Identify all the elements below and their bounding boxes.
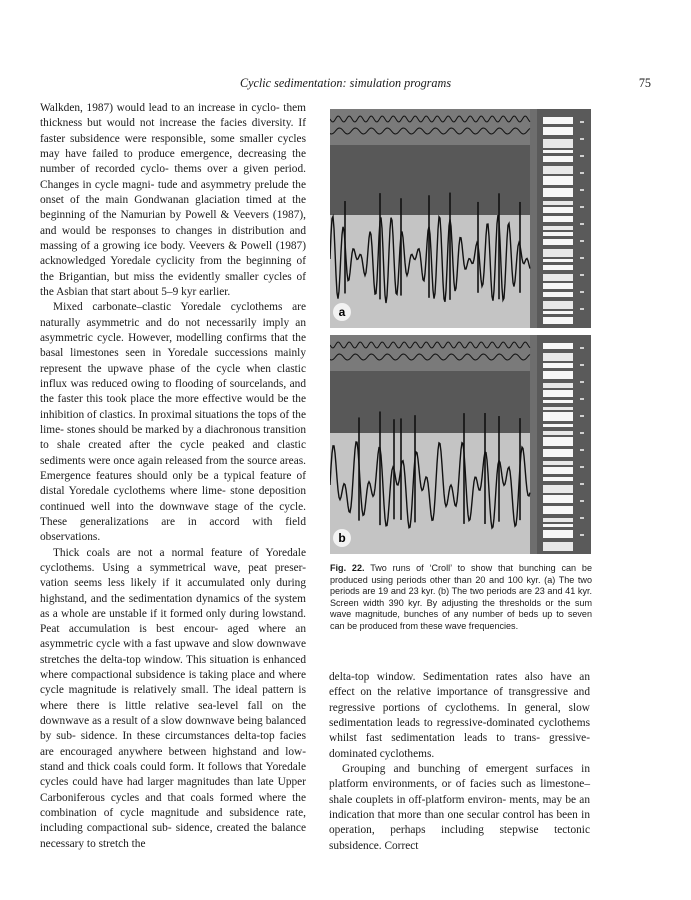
scale-tick	[580, 517, 584, 519]
column-bed	[543, 431, 573, 435]
paragraph-3: Thick coals are not a normal feature of Yoredale cyclothems. Using a symmetrical wave, peat preser- vation seems less likely if it accumulated only during highstand, and the sedimentation dynamics of the system as a whole are unstable if it formed only during lowstand. Peat accumulation is best encour- aged where an asymmetric cycle with a fast upwave and slow downwave stretches the delta-top window. This situation is enhanced where compactional subsidence is taking place and where cycle magnitude is relatively small. The ideal pattern is where there is little relative sea-level fall on the downwave as a result of a slow downwave being balanced by sub- sidence. In these circumstances delta-top facies are encouraged anywhere between highstand and low- stand and thick coals could form. It follows that Yoredale cycles could have had larger magnitudes than late Upper Carboniferous cycles and that coals formed where the combination of cycle magnitude and subsidence rate, including compactional sub- sidence, created the balance necessary to stretch the	[40, 546, 306, 850]
scale-tick	[580, 398, 584, 400]
page-number: 75	[638, 76, 651, 90]
column-bed	[543, 530, 573, 538]
column-bed	[543, 301, 573, 309]
figure-22	[330, 109, 591, 554]
column-bed	[543, 424, 573, 427]
column-bed	[543, 390, 573, 397]
panel-label: b	[338, 531, 346, 545]
scale-tick	[580, 500, 584, 502]
panel-label: a	[338, 305, 346, 319]
column-bed	[543, 166, 573, 174]
scale-tick	[580, 291, 584, 293]
upper-zone	[330, 145, 530, 215]
paragraph-4: delta-top window. Sedimentation rates also have an effect on the relative importance of transgressive and regressive portions of cyclothems. In general, slow sedimentation leads to regressive-dominated cyclothems whilst fast sedimentation leads to trans- gressive-dominated cyclothems.	[329, 671, 590, 760]
scale-tick	[580, 347, 584, 349]
column-bed	[543, 139, 573, 148]
scale-tick	[580, 534, 584, 536]
simulation-plot-a	[330, 109, 591, 328]
caption-label: Fig. 22.	[330, 563, 365, 573]
scale-tick	[580, 206, 584, 208]
figure-caption	[330, 563, 592, 633]
column-bed	[543, 383, 573, 388]
column-bed	[543, 412, 573, 421]
column-bed	[543, 274, 573, 281]
caption-text: Two runs of ‘Croll’ to show that bunching can be produced using periods other than 20 and 100 kyr. (a) The two periods are 19 and 23 kyr. (b) The two periods are 23 and 41 kyr. Screen width 390 kyr. By adjusting the thresholds or the sum wave magnitude, bunches of any number of beds up to seven can be produced from these wave frequencies.	[330, 563, 592, 631]
scale-tick	[580, 223, 584, 225]
column-bed	[543, 201, 573, 205]
column-bed	[543, 461, 573, 465]
right-column	[329, 670, 590, 854]
running-title: Cyclic sedimentation: simulation programs	[239, 76, 452, 90]
column-bed	[543, 207, 573, 213]
paragraph-1: Walkden, 1987) would lead to an increase in cyclo- them thickness but would not increase the facies diversity. If faster subsidence were responsible, some smaller cycles may have failed to produce emergence, decreasing the number of recorded cyclo- thems over a given period. Changes in cycle magni- tude and asymmetry prelude the onset of the main Gondwanan glaciation timed at the beginning of the Namurian by Powell & Veevers (1987), and would be responses to changes in distribution and massing of a growing ice body. Veevers & Powell (1987) acknowledged Yoredale cyclicity from the beginning of the Brigantian, but miss the evidently smaller cycles of the Asbian that start about 5–9 kyr earlier.	[40, 102, 306, 298]
column-bed	[543, 188, 573, 197]
scale-tick	[580, 466, 584, 468]
column-bed	[543, 467, 573, 474]
column-bed	[543, 524, 573, 527]
top-band	[330, 109, 530, 145]
column-bed	[543, 127, 573, 135]
scale-tick	[580, 308, 584, 310]
column-bed	[543, 239, 573, 245]
scale-tick	[580, 381, 584, 383]
left-column	[40, 101, 306, 852]
column-bed	[543, 371, 573, 379]
column-bed	[543, 117, 573, 124]
scale-tick	[580, 240, 584, 242]
scale-tick	[580, 155, 584, 157]
paragraph-2: Mixed carbonate–clastic Yoredale cyclothems are naturally asymmetric and do not necessarily imply an asymmetric cycle. However, modelling confirms that the basal limestones seen in Yoredale successions mainly represent the upwave phase of the cycle when clastic influx was reduced owing to flooding of sourcelands, and the faster this took place the more effective would be the inhibition of clastics. In proximal situations the tops of the lime- stones should be marked by a diachronous transition to shale created after the cycle peaked and clastic sediments were once again released from the source areas. Emergence features should only be a typical feature of distal Yoredale cyclothems where lime- stone deposition continued well into the downwave stage of the cycle. These generalizations are in accord with field observations.	[40, 301, 306, 544]
column-bed	[543, 156, 573, 162]
column-bed	[543, 495, 573, 503]
column-bed	[543, 477, 573, 481]
column-bed	[543, 363, 573, 368]
column-bed	[543, 292, 573, 297]
column-bed	[543, 226, 573, 230]
scale-tick	[580, 138, 584, 140]
scale-tick	[580, 121, 584, 123]
scale-tick	[580, 172, 584, 174]
column-bed	[543, 232, 573, 236]
scale-tick	[580, 274, 584, 276]
column-bed	[543, 343, 573, 349]
column-bed	[543, 407, 573, 410]
light-band	[330, 433, 530, 554]
scale-tick	[580, 189, 584, 191]
paragraph-5: Grouping and bunching of emergent surfaces in platform environments, or of facies such as limestone–shale couplets in off-platform environ- ments, may be an indication that more than one secular control has been in operation, perhaps including stepwise tectonic subsidence. Correct	[329, 762, 590, 852]
column-bed	[543, 249, 573, 257]
top-band	[330, 335, 530, 371]
column-bed	[543, 542, 573, 551]
column-bed	[543, 449, 573, 457]
running-header	[40, 76, 651, 94]
scale-tick	[580, 483, 584, 485]
figure-panel-b	[330, 335, 591, 554]
column-bed	[543, 216, 573, 222]
scale-tick	[580, 415, 584, 417]
figure-panel-a	[330, 109, 591, 328]
simulation-plot-b	[330, 335, 591, 554]
column-bed	[543, 437, 573, 446]
upper-zone	[330, 371, 530, 433]
scale-tick	[580, 364, 584, 366]
column-bed	[543, 259, 573, 262]
scale-tick	[580, 449, 584, 451]
column-bed	[543, 311, 573, 314]
scale-tick	[580, 257, 584, 259]
column-bed	[543, 176, 573, 185]
column-bed	[543, 353, 573, 361]
column-bed	[543, 265, 573, 270]
column-bed	[543, 506, 573, 514]
column-bed	[543, 283, 573, 289]
column-bed	[543, 485, 573, 493]
column-bed	[543, 400, 573, 403]
scale-tick	[580, 432, 584, 434]
column-bed	[543, 518, 573, 522]
column-bed	[543, 317, 573, 324]
column-bed	[543, 150, 573, 153]
